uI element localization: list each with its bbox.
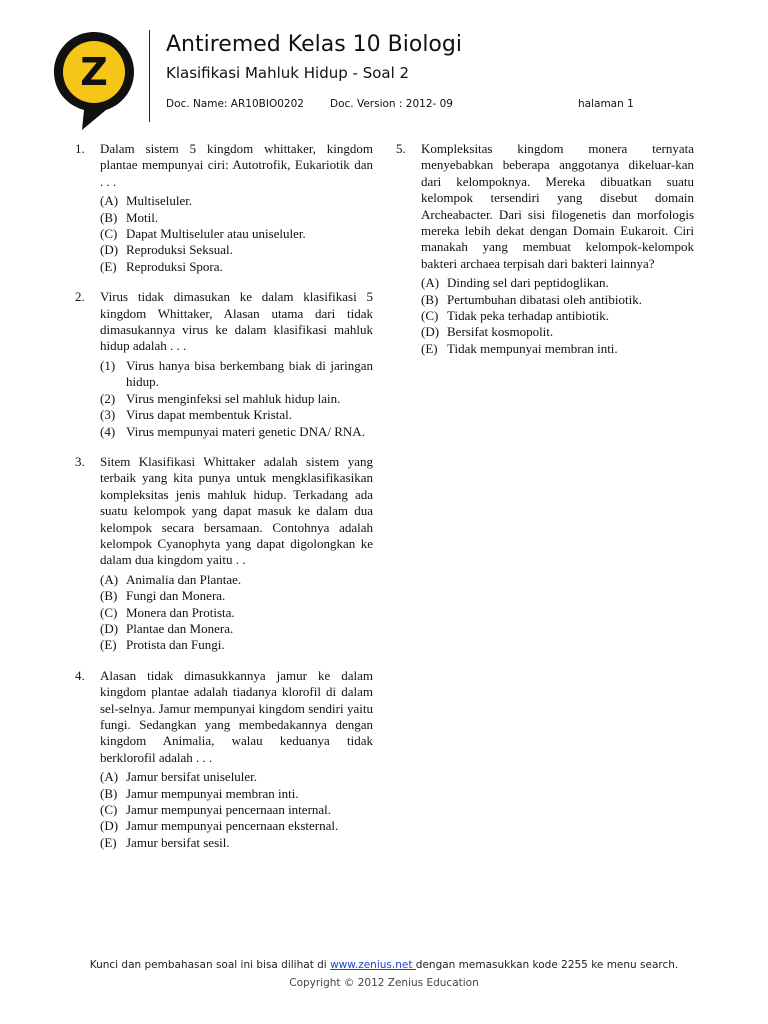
option-text: Tidak mempunyai membran inti.	[447, 340, 618, 356]
option-label: (4)	[100, 423, 116, 439]
option-text: Jamur mempunyai membran inti.	[126, 785, 299, 801]
option-d	[100, 621, 373, 637]
option-label: (D)	[100, 620, 119, 636]
option-label: (3)	[100, 407, 116, 423]
option-a	[100, 193, 373, 209]
question-number: 5.	[396, 141, 406, 156]
option-text: Motil.	[126, 209, 159, 225]
footer-text-before: Kunci dan pembahasan soal ini bisa dilihat di	[89, 959, 331, 971]
zenius-link[interactable]: www.zenius.net	[330, 959, 416, 971]
zenius-logo	[52, 30, 136, 130]
option-a	[100, 769, 373, 785]
question-number: 1.	[75, 141, 85, 156]
question-2	[75, 289, 373, 440]
question-text: Virus tidak dimasukan ke dalam klasifikasi 5 kingdom Whittaker, Alasan utama dari tidak dimasukannya virus ke dalam klasifikasi mahluk hidup adalah . . .	[100, 289, 373, 354]
page-number: halaman 1	[578, 98, 634, 110]
question-number: 2.	[75, 289, 85, 305]
option-label: (E)	[100, 637, 117, 653]
option-c	[100, 802, 373, 818]
option-b	[100, 786, 373, 802]
option-label: (E)	[100, 834, 117, 850]
right-column	[396, 141, 694, 371]
option-list	[100, 769, 373, 851]
option-c	[100, 605, 373, 621]
option-text: Plantae dan Monera.	[126, 620, 234, 636]
option-label: (1)	[100, 357, 116, 373]
option-b	[421, 292, 694, 308]
footer-note	[0, 959, 768, 971]
option-list	[100, 358, 373, 440]
option-text: Virus dapat membentuk Kristal.	[126, 407, 293, 423]
option-b	[100, 210, 373, 226]
option-text: Jamur mempunyai pencernaan internal.	[126, 802, 332, 818]
option-text: Protista dan Fungi.	[126, 637, 225, 653]
option-label: (B)	[100, 785, 118, 801]
option-list	[421, 275, 694, 357]
option-c	[421, 308, 694, 324]
option-d	[100, 242, 373, 258]
question-1	[75, 141, 373, 275]
option-text: Tidak peka terhadap antibiotik.	[447, 308, 609, 324]
doc-name: Doc. Name: AR10BIO0202	[166, 98, 304, 110]
option-label: (C)	[100, 604, 118, 620]
option-label: (C)	[421, 308, 439, 324]
option-text: Jamur bersifat sesil.	[126, 834, 230, 850]
option-d	[100, 818, 373, 834]
option-a	[100, 572, 373, 588]
page-title: Antiremed Kelas 10 Biologi	[166, 32, 462, 57]
option-e	[100, 259, 373, 275]
option-label: (D)	[100, 818, 119, 834]
question-5	[396, 141, 694, 357]
option-list	[100, 193, 373, 275]
option-label: (A)	[100, 769, 119, 785]
question-4	[75, 668, 373, 851]
left-column	[75, 141, 373, 865]
question-text: Kompleksitas kingdom monera ternyata menyebabkan beberapa anggotanya dikeluar-kan dari kelompoknya. Mereka dibuatkan suatu kelompok tersendiri yang disebut domain Archeabacter. Dari sisi filogenetis dan morfologis mereka lebih dekat dengan Domain Eukaroit. Ciri manakah yang membuat kelompok-kelompok bakteri archaea terpisah dari bakteri lainnya?	[421, 141, 694, 271]
option-label: (A)	[100, 571, 119, 587]
question-text: Alasan tidak dimasukkannya jamur ke dalam kingdom plantae adalah tiadanya klorofil di dalam sel-selnya. Jamur mempunyai kingdom sendiri yaitu fungi. Sedangkan yang membedakannya dengan kingdom Animalia, walau keduanya tidak berklorofil adalah . . .	[100, 667, 373, 765]
question-number: 3.	[75, 453, 85, 469]
footer-text-after: dengan memasukkan kode 2255 ke menu search.	[415, 959, 679, 971]
option-label: (B)	[100, 209, 118, 225]
option-b	[100, 588, 373, 604]
copyright: Copyright © 2012 Zenius Education	[289, 977, 479, 989]
option-text: Jamur bersifat uniseluler.	[126, 769, 258, 785]
option-text: Pertumbuhan dibatasi oleh antibiotik.	[447, 291, 642, 307]
option-label: (D)	[100, 242, 119, 258]
option-label: (C)	[100, 226, 118, 242]
option-e	[421, 341, 694, 357]
option-text: Virus mempunyai materi genetic DNA/ RNA.	[126, 423, 365, 439]
option-text: Fungi dan Monera.	[126, 588, 226, 604]
option-text: Bersifat kosmopolit.	[447, 324, 554, 340]
option-text: Virus hanya bisa berkembang biak di jaringan hidup.	[126, 357, 373, 390]
question-text: Dalam sistem 5 kingdom whittaker, kingdom plantae mempunyai ciri: Autotrofik, Eukariotik dan . . .	[100, 141, 373, 189]
logo-letter: Z	[80, 50, 108, 94]
option-c	[100, 226, 373, 242]
option-text: Reproduksi Seksual.	[126, 242, 233, 258]
question-number: 4.	[75, 667, 85, 683]
option-label: (A)	[100, 193, 119, 209]
option-e	[100, 637, 373, 653]
option-4	[100, 424, 373, 440]
header-divider	[149, 30, 150, 122]
option-text: Animalia dan Plantae.	[126, 571, 242, 587]
option-label: (E)	[100, 258, 117, 274]
option-text: Multiseluler.	[126, 193, 193, 209]
option-label: (E)	[421, 340, 438, 356]
option-text: Reproduksi Spora.	[126, 258, 223, 274]
page-subtitle: Klasifikasi Mahluk Hidup - Soal 2	[166, 64, 410, 82]
option-label: (B)	[421, 291, 439, 307]
option-label: (2)	[100, 390, 116, 406]
option-a	[421, 275, 694, 291]
option-list	[100, 572, 373, 654]
option-1	[100, 358, 373, 391]
option-e	[100, 835, 373, 851]
option-3	[100, 407, 373, 423]
option-text: Dapat Multiseluler atau uniseluler.	[126, 226, 306, 242]
option-label: (C)	[100, 802, 118, 818]
option-d	[421, 324, 694, 340]
option-label: (B)	[100, 588, 118, 604]
option-text: Jamur mempunyai pencernaan eksternal.	[126, 818, 339, 834]
option-label: (D)	[421, 324, 440, 340]
option-label: (A)	[421, 275, 440, 291]
option-2	[100, 391, 373, 407]
doc-version: Doc. Version : 2012- 09	[330, 98, 453, 110]
option-text: Monera dan Protista.	[126, 604, 235, 620]
question-3	[75, 454, 373, 654]
option-text: Dinding sel dari peptidoglikan.	[447, 275, 609, 291]
question-text: Sitem Klasifikasi Whittaker adalah sistem yang terbaik yang kita punya untuk mengklasifikasikan kompleksitas jenis mahluk hidup. Terkadang ada suatu kelompok yang dapat masuk ke dalam dua kelompok secara bersamaan. Contohnya adalah kelompok Cyanophyta yang dapat digolongkan ke dalam dua kingdom yaitu . .	[100, 453, 373, 568]
option-text: Virus menginfeksi sel mahluk hidup lain.	[126, 390, 341, 406]
